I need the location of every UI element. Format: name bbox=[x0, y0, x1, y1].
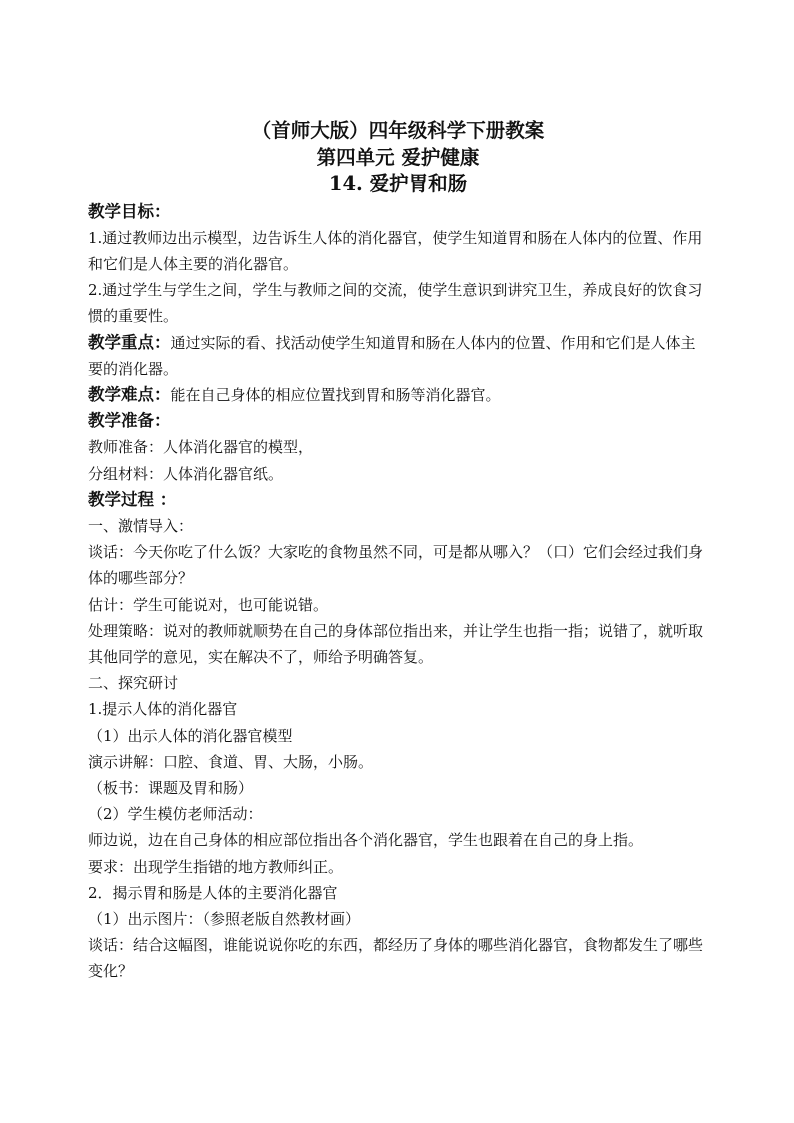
process-line: 师边说，边在自己身体的相应部位指出各个消化器官，学生也跟着在自己的身上指。 bbox=[88, 831, 644, 850]
goal-item: 2.通过学生与学生之间，学生与教师之间的交流，使学生意识到讲究卫生，养成良好的饮食习惯的重要性。 bbox=[88, 281, 703, 326]
prep-item: 分组材料：人体消化器官纸。 bbox=[88, 464, 284, 483]
process-line: 一、激情导入： bbox=[88, 516, 194, 535]
process-line: 处理策略：说对的教师就顺势在自己的身体部位指出来，并让学生也指一指；说错了，就听取其他同学的意见，实在解决不了，师给予明确答复。 bbox=[88, 621, 704, 666]
process-line: （1）出示图片：（参照老版自然教材画） bbox=[88, 909, 361, 928]
goal-item: 1.通过教师边出示模型，边告诉生人体的消化器官，使学生知道胃和肠在人体内的位置、作用和它们是人体主要的消化器官。 bbox=[88, 228, 703, 273]
process-line: 二、探究研讨 bbox=[88, 674, 179, 693]
lesson-plan-page bbox=[88, 118, 708, 985]
document-title: （首师大版）四年级科学下册教案 bbox=[251, 119, 545, 142]
difficulty bbox=[88, 382, 708, 408]
process-heading: 教学过程 ： bbox=[88, 489, 177, 509]
prep-heading: 教学准备： bbox=[88, 411, 171, 431]
prep-item: 教师准备：人体消化器官的模型， bbox=[88, 438, 314, 457]
difficulty-label: 教学难点： bbox=[88, 384, 171, 404]
process-line: 1.提示人体的消化器官 bbox=[88, 700, 238, 719]
process-line: 估计：学生可能说对，也可能说错。 bbox=[88, 595, 329, 614]
key-point-text: 通过实际的看、找活动使学生知道胃和肠在人体内的位置、作用和它们是人体主要的消化器。 bbox=[88, 333, 696, 378]
process-line: 2．揭示胃和肠是人体的主要消化器官 bbox=[88, 883, 338, 902]
process-line: 谈话：今天你吃了什么饭？大家吃的食物虽然不同，可是都从哪入？（口）它们会经过我们身体的哪些部分？ bbox=[88, 543, 704, 588]
process-line: （1）出示人体的消化器官模型 bbox=[88, 726, 293, 745]
goals-heading: 教学目标： bbox=[88, 201, 171, 221]
process-line: 谈话：结合这幅图，谁能说说你吃的东西，都经历了身体的哪些消化器官，食物都发生了哪些变化？ bbox=[88, 936, 704, 981]
process-line: 演示讲解：口腔、食道、胃、大肠，小肠。 bbox=[88, 752, 374, 771]
key-point-label: 教学重点： bbox=[88, 332, 171, 352]
process-line: （2）学生模仿老师活动： bbox=[88, 805, 263, 824]
key-point bbox=[88, 330, 708, 382]
process-line: 要求：出现学生指错的地方教师纠正。 bbox=[88, 857, 344, 876]
lesson-title: 14. 爱护胃和肠 bbox=[328, 172, 468, 195]
process-line: （板书：课题及胃和肠） bbox=[88, 778, 254, 797]
difficulty-text: 能在自己身体的相应位置找到胃和肠等消化器官。 bbox=[170, 385, 501, 404]
unit-title: 第四单元 爱护健康 bbox=[316, 145, 480, 169]
